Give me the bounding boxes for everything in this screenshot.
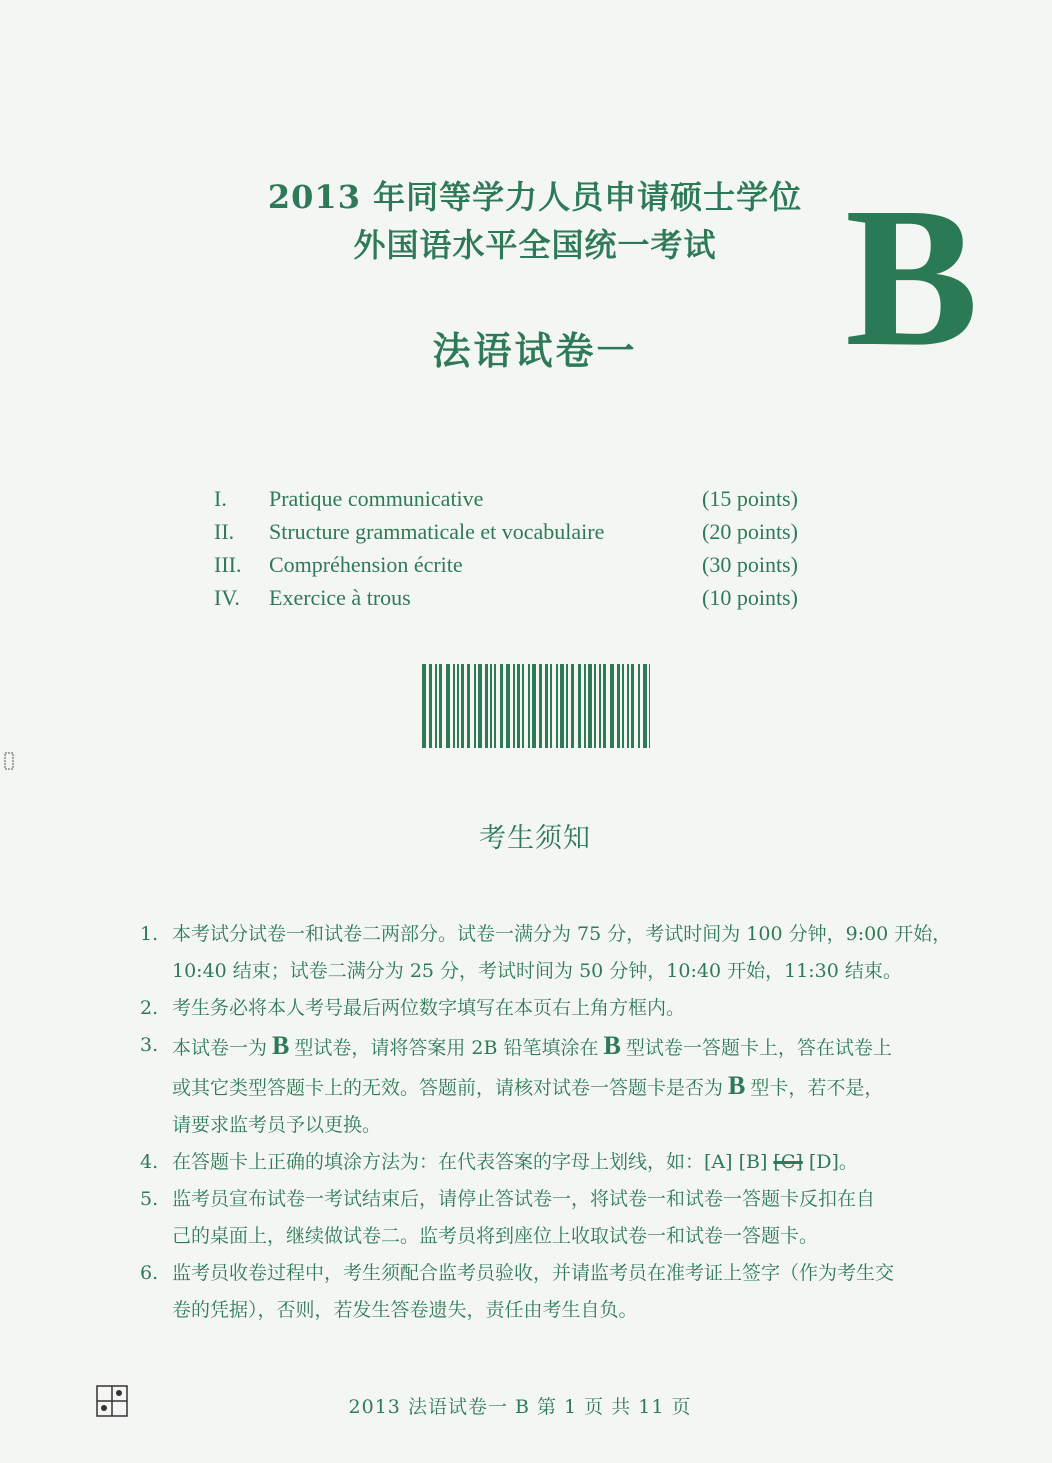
section-title: Pratique communicative xyxy=(269,486,484,511)
notice-list xyxy=(140,916,990,1329)
section-row xyxy=(214,519,814,552)
notice-text-part: 或其它类型答题卡上的无效。答题前，请核对试卷一答题卡是否为 xyxy=(172,1077,724,1099)
exam-title-line1: 2013 年同等学力人员申请硕士学位 xyxy=(267,178,803,216)
section-points: (30 points) xyxy=(702,552,798,577)
notice-text xyxy=(140,1067,990,1107)
notice-number: 4. xyxy=(140,1151,159,1173)
registration-mark-icon xyxy=(96,1385,128,1417)
paper-name: 法语试卷一 xyxy=(432,328,638,373)
notice-number: 2. xyxy=(140,997,159,1019)
notice-text: 监考员收卷过程中，考生须配合监考员验收，并请监考员在准考证上签字（作为考生交 xyxy=(172,1262,895,1284)
notice-text: 10:40 结束；试卷二满分为 25 分，考试时间为 50 分钟，10:40 开始，11:30 结束。 xyxy=(172,960,902,982)
notice-number: 3. xyxy=(140,1034,159,1056)
notice-text-part: 型试卷，请将答案用 2B 铅笔填涂在 xyxy=(294,1037,599,1059)
barcode-icon xyxy=(422,664,650,748)
notice-text xyxy=(140,1144,990,1181)
section-points: (10 points) xyxy=(702,585,798,610)
notice-number: 6. xyxy=(140,1262,159,1284)
exam-title-line2: 外国语水平全国统一考试 xyxy=(353,226,717,264)
section-number: II. xyxy=(214,519,235,544)
notice-text-part: 型试卷一答题卡上，答在试卷上 xyxy=(625,1037,892,1059)
page-footer: 2013 法语试卷一 B 第 1 页 共 11 页 xyxy=(348,1396,692,1418)
notice-text-part: [D]。 xyxy=(802,1151,858,1173)
notice-item-4 xyxy=(140,1144,990,1181)
section-title: Structure grammaticale et vocabulaire xyxy=(269,519,605,544)
section-points: (15 points) xyxy=(702,486,798,511)
section-title: Compréhension écrite xyxy=(269,552,463,577)
section-number: IV. xyxy=(214,585,240,610)
notice-title: 考生须知 xyxy=(479,823,591,854)
paper-type-letter: B xyxy=(272,1031,290,1060)
paper-type-badge: B xyxy=(845,167,979,388)
section-number: III. xyxy=(214,552,242,577)
section-row xyxy=(214,585,814,618)
section-points: (20 points) xyxy=(702,519,798,544)
notice-text: 本考试分试卷一和试卷二两部分。试卷一满分为 75 分，考试时间为 100 分钟，9:00 开始， xyxy=(172,923,952,945)
notice-text-part: 本试卷一为 xyxy=(172,1037,268,1059)
notice-item-3 xyxy=(140,1027,990,1144)
notice-number: 5. xyxy=(140,1188,159,1210)
scan-mark-icon xyxy=(4,752,14,770)
struck-answer-example: [C] xyxy=(773,1151,803,1173)
notice-number: 1. xyxy=(140,923,159,945)
notice-text-part: 在答题卡上正确的填涂方法为：在代表答案的字母上划线，如：[A] [B] xyxy=(172,1151,774,1173)
notice-item-2 xyxy=(140,990,990,1027)
notice-text: 己的桌面上，继续做试卷二。监考员将到座位上收取试卷一和试卷一答题卡。 xyxy=(172,1225,819,1247)
notice-text: 监考员宣布试卷一考试结束后，请停止答试卷一，将试卷一和试卷一答题卡反扣在自 xyxy=(172,1188,876,1210)
notice-text: 考生务必将本人考号最后两位数字填写在本页右上角方框内。 xyxy=(172,997,686,1019)
notice-text: 请要求监考员予以更换。 xyxy=(172,1114,382,1136)
section-row xyxy=(214,552,814,585)
sections-list xyxy=(214,486,814,618)
notice-item-6 xyxy=(140,1255,990,1329)
section-row xyxy=(214,486,814,519)
paper-type-letter: B xyxy=(603,1031,621,1060)
section-title: Exercice à trous xyxy=(269,585,411,610)
notice-item-5 xyxy=(140,1181,990,1255)
section-number: I. xyxy=(214,486,227,511)
notice-item-1 xyxy=(140,916,990,990)
notice-text-part: 型卡，若不是， xyxy=(750,1077,884,1099)
notice-text xyxy=(140,1027,990,1067)
paper-type-letter: B xyxy=(728,1071,746,1100)
notice-text: 卷的凭据），否则，若发生答卷遗失，责任由考生自负。 xyxy=(172,1299,638,1321)
